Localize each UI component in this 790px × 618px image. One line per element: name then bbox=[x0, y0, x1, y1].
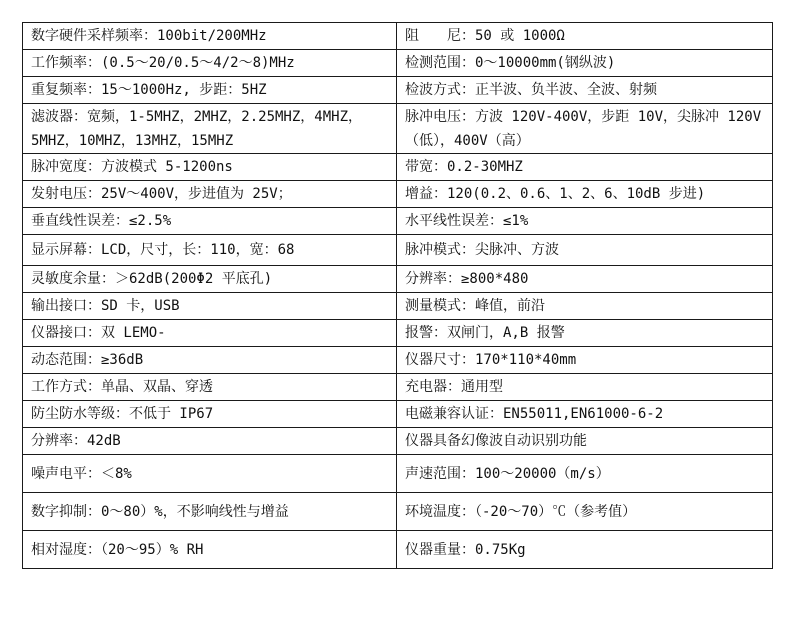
spec-cell-right: 脉冲模式：尖脉冲、方波 bbox=[397, 235, 773, 266]
table-row bbox=[23, 531, 773, 569]
table-row bbox=[23, 181, 773, 208]
table-row bbox=[23, 347, 773, 374]
table-row bbox=[23, 77, 773, 104]
spec-cell-right: 仪器尺寸：170*110*40mm bbox=[397, 347, 773, 374]
table-row bbox=[23, 104, 773, 154]
spec-cell-right: 带宽：0.2-30MHZ bbox=[397, 154, 773, 181]
spec-table bbox=[22, 22, 773, 569]
spec-cell-right: 仪器重量：0.75Kg bbox=[397, 531, 773, 569]
table-row bbox=[23, 235, 773, 266]
spec-cell-left: 工作频率：(0.5～20/0.5～4/2～8)MHz bbox=[23, 50, 397, 77]
spec-cell-left: 工作方式：单晶、双晶、穿透 bbox=[23, 374, 397, 401]
spec-cell-left: 分辨率：42dB bbox=[23, 428, 397, 455]
table-row bbox=[23, 493, 773, 531]
table-row bbox=[23, 401, 773, 428]
spec-cell-left: 防尘防水等级：不低于 IP67 bbox=[23, 401, 397, 428]
table-row bbox=[23, 208, 773, 235]
spec-cell-left: 灵敏度余量：＞62dB(200Φ2 平底孔) bbox=[23, 266, 397, 293]
spec-cell-right: 脉冲电压：方波 120V-400V，步距 10V，尖脉冲 120V（低），400V（高） bbox=[397, 104, 773, 154]
spec-cell-right: 报警：双闸门，A,B 报警 bbox=[397, 320, 773, 347]
spec-cell-left: 数字硬件采样频率：100bit/200MHz bbox=[23, 23, 397, 50]
spec-cell-right: 环境温度：（-20～70）℃（参考值） bbox=[397, 493, 773, 531]
spec-cell-left: 滤波器：宽频，1-5MHZ，2MHZ，2.25MHZ，4MHZ，5MHZ，10MHZ，13MHZ，15MHZ bbox=[23, 104, 397, 154]
spec-cell-right: 测量模式：峰值，前沿 bbox=[397, 293, 773, 320]
table-row bbox=[23, 266, 773, 293]
spec-cell-right: 声速范围：100～20000（m/s） bbox=[397, 455, 773, 493]
spec-cell-left: 动态范围：≥36dB bbox=[23, 347, 397, 374]
spec-cell-left: 发射电压：25V～400V，步进值为 25V； bbox=[23, 181, 397, 208]
table-row bbox=[23, 23, 773, 50]
table-row bbox=[23, 293, 773, 320]
table-row bbox=[23, 154, 773, 181]
spec-cell-right: 检测范围：0～10000mm(钢纵波) bbox=[397, 50, 773, 77]
spec-cell-left: 显示屏幕：LCD，尺寸，长：110，宽：68 bbox=[23, 235, 397, 266]
table-row bbox=[23, 428, 773, 455]
spec-cell-right: 分辨率：≥800*480 bbox=[397, 266, 773, 293]
spec-cell-right: 检波方式：正半波、负半波、全波、射频 bbox=[397, 77, 773, 104]
spec-cell-left: 输出接口：SD 卡，USB bbox=[23, 293, 397, 320]
spec-cell-right: 阻 尼：50 或 1000Ω bbox=[397, 23, 773, 50]
spec-cell-left: 重复频率：15～1000Hz, 步距：5HZ bbox=[23, 77, 397, 104]
table-row bbox=[23, 50, 773, 77]
spec-cell-left: 噪声电平：＜8% bbox=[23, 455, 397, 493]
spec-cell-left: 垂直线性误差：≤2.5% bbox=[23, 208, 397, 235]
spec-cell-right: 仪器具备幻像波自动识别功能 bbox=[397, 428, 773, 455]
table-row bbox=[23, 374, 773, 401]
spec-cell-right: 水平线性误差：≤1% bbox=[397, 208, 773, 235]
spec-cell-right: 增益：120(0.2、0.6、1、2、6、10dB 步进) bbox=[397, 181, 773, 208]
table-row bbox=[23, 320, 773, 347]
spec-cell-left: 仪器接口：双 LEMO- bbox=[23, 320, 397, 347]
spec-cell-left: 数字抑制：0～80）%，不影响线性与增益 bbox=[23, 493, 397, 531]
table-row bbox=[23, 455, 773, 493]
spec-cell-left: 相对湿度：（20～95）% RH bbox=[23, 531, 397, 569]
spec-cell-right: 充电器：通用型 bbox=[397, 374, 773, 401]
spec-cell-right: 电磁兼容认证：EN55011,EN61000-6-2 bbox=[397, 401, 773, 428]
spec-cell-left: 脉冲宽度：方波模式 5-1200ns bbox=[23, 154, 397, 181]
